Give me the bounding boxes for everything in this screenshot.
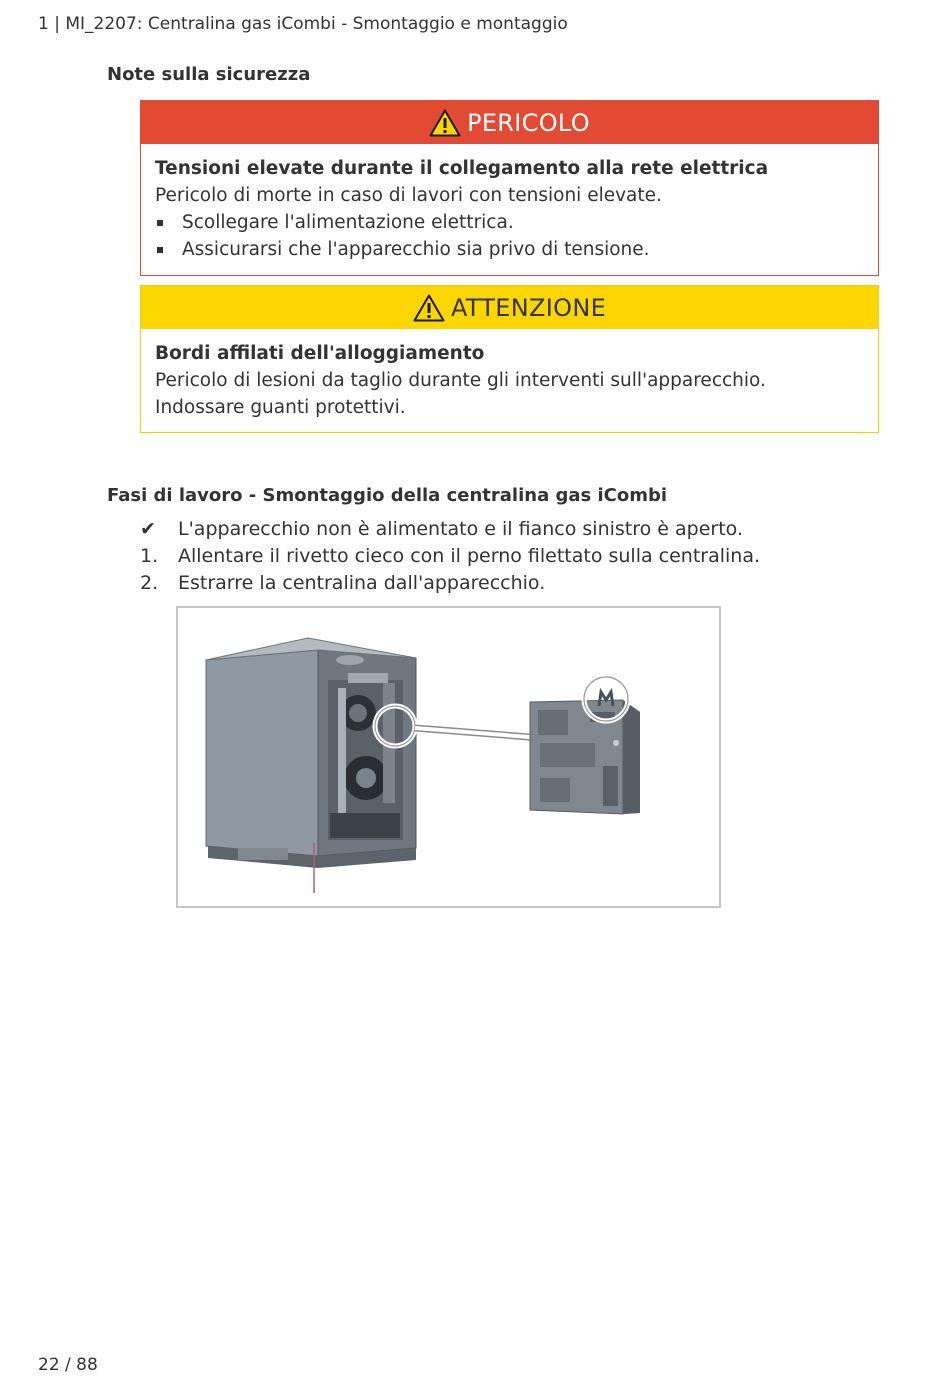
caution-line: Indossare guanti protettivi. — [155, 397, 406, 418]
appliance-illustration — [178, 608, 719, 906]
danger-notice-header — [141, 101, 878, 144]
gas-controller-unit — [530, 677, 640, 814]
caution-notice — [140, 285, 879, 433]
step-text: L'apparecchio non è alimentato e il fianco sinistro è aperto. — [178, 518, 744, 540]
danger-label: PERICOLO — [467, 108, 590, 137]
step-item — [140, 570, 760, 597]
step-text: Allentare il rivetto cieco con il perno filettato sulla centralina. — [178, 545, 761, 567]
appliance-unit — [206, 638, 416, 893]
disassembly-figure — [176, 606, 721, 908]
step-item — [140, 543, 760, 570]
step-text: Estrarre la centralina dall'apparecchio. — [178, 572, 546, 594]
step-item — [140, 516, 760, 543]
warning-triangle-icon — [413, 294, 445, 322]
safety-heading: Note sulla sicurezza — [107, 64, 311, 85]
list-item: Assicurarsi che l'apparecchio sia privo di tensione. — [155, 236, 864, 263]
list-item: Scollegare l'alimentazione elettrica. — [155, 209, 864, 236]
checkmark-icon: ✔ — [140, 518, 156, 540]
warning-triangle-icon — [429, 109, 461, 137]
step-number: 2. — [140, 572, 159, 594]
step-number: 1. — [140, 545, 159, 567]
danger-list — [155, 209, 864, 263]
caution-line: Pericolo di lesioni da taglio durante gli interventi sull'apparecchio. — [155, 370, 766, 391]
danger-notice — [140, 100, 879, 276]
page-number: 22 / 88 — [38, 1355, 98, 1375]
work-steps-heading: Fasi di lavoro - Smontaggio della centralina gas iCombi — [107, 485, 668, 506]
caution-label: ATTENZIONE — [450, 293, 607, 322]
danger-text: Pericolo di morte in caso di lavori con tensioni elevate. — [155, 185, 662, 206]
danger-title: Tensioni elevate durante il collegamento alla rete elettrica — [155, 158, 769, 179]
work-steps — [140, 516, 760, 597]
page-header: 1 | MI_2207: Centralina gas iCombi - Smontaggio e montaggio — [38, 14, 568, 34]
caution-notice-header — [141, 286, 878, 329]
caution-title: Bordi affilati dell'alloggiamento — [155, 343, 485, 364]
